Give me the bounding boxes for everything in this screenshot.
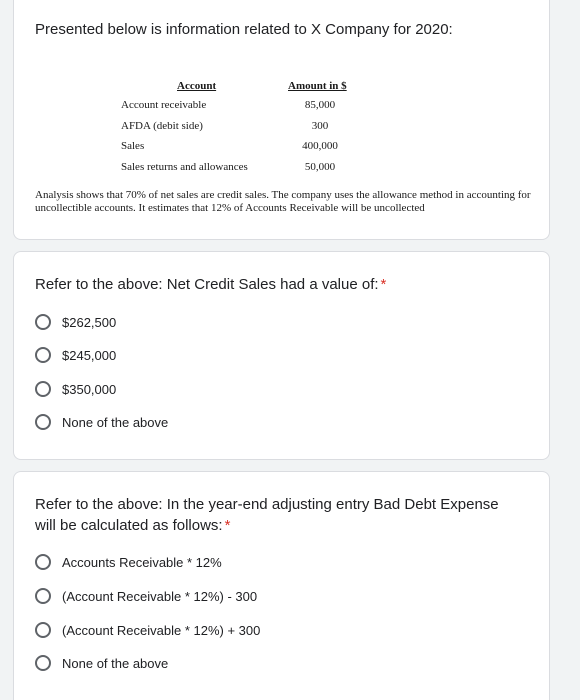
radio-button[interactable]: [35, 314, 51, 330]
radio-option[interactable]: [35, 411, 168, 433]
option-label: None of the above: [62, 414, 169, 430]
required-asterisk: *: [380, 276, 387, 293]
option-label: $350,000: [62, 381, 117, 397]
question-text: Refer to the above: Net Credit Sales had a value of:: [35, 276, 379, 293]
radio-button[interactable]: [35, 655, 51, 671]
analysis-text: Analysis shows that 70% of net sales are credit sales. The company uses the allowance method in accounting for uncollectible accounts. It estimates that 12% of Accounts Receivable will be uncollected: [35, 189, 531, 214]
table-row-value: 85,000: [304, 99, 336, 111]
table-row-value: 300: [311, 120, 329, 132]
option-label: $262,500: [62, 314, 117, 330]
question-title: [35, 274, 515, 295]
question-title: [35, 494, 515, 536]
table-row-label: Sales returns and allowances: [121, 161, 248, 173]
radio-option[interactable]: [35, 344, 116, 366]
radio-button[interactable]: [35, 622, 51, 638]
radio-option[interactable]: [35, 652, 168, 674]
option-label: (Account Receivable * 12%) - 300: [62, 588, 258, 604]
question-card-1: [13, 251, 550, 460]
required-asterisk: *: [224, 517, 231, 534]
intro-text: Presented below is information related to X Company for 2020:: [35, 21, 453, 38]
radio-button[interactable]: [35, 414, 51, 430]
table-header-amount: Amount in $: [288, 80, 347, 92]
radio-option[interactable]: [35, 551, 222, 573]
table-row-label: Sales: [121, 140, 145, 152]
option-label: Accounts Receivable * 12%: [62, 554, 222, 570]
option-label: (Account Receivable * 12%) + 300: [62, 622, 261, 638]
radio-button[interactable]: [35, 588, 51, 604]
question-text: Refer to the above: In the year-end adjusting entry Bad Debt Expense will be calculated as follows:: [35, 496, 499, 534]
radio-option[interactable]: [35, 585, 257, 607]
table-row-label: AFDA (debit side): [121, 120, 203, 132]
table-row-value: 50,000: [304, 161, 336, 173]
radio-option[interactable]: [35, 311, 116, 333]
radio-option[interactable]: [35, 619, 260, 641]
table-row-label: Account receivable: [121, 99, 207, 111]
table-row-value: 400,000: [302, 140, 338, 152]
table-header-account: Account: [177, 80, 217, 92]
radio-button[interactable]: [35, 554, 51, 570]
radio-option[interactable]: [35, 378, 116, 400]
radio-button[interactable]: [35, 347, 51, 363]
info-card: [13, 0, 550, 240]
option-label: None of the above: [62, 655, 169, 671]
option-label: $245,000: [62, 347, 117, 363]
radio-button[interactable]: [35, 381, 51, 397]
question-card-2: [13, 471, 550, 700]
